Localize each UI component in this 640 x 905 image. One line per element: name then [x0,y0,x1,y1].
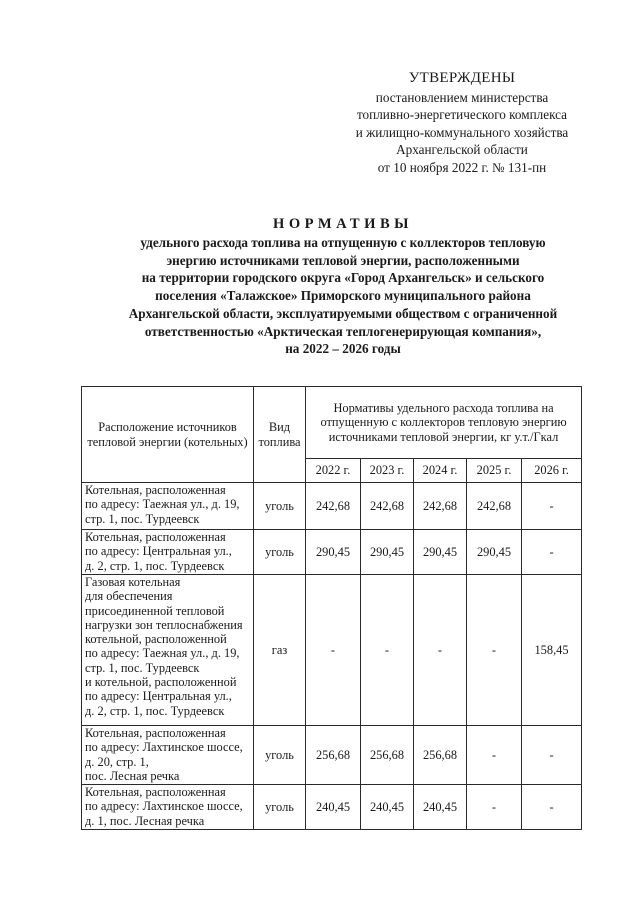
approval-line: и жилищно-коммунального хозяйства [355,124,569,140]
location-line: Котельная, расположенная [85,726,226,740]
approval-heading: УТВЕРЖДЕНЫ [408,70,516,86]
value-cell: - [414,575,467,726]
location-cell [82,483,254,530]
value-cell: - [522,785,582,830]
document-subtitle [60,234,626,358]
approval-line: топливно-энергетического комплекса [356,107,568,123]
value-cell: 240,45 [361,785,414,830]
value-cell: 290,45 [467,530,522,575]
subtitle-line: ответственностью «Арктическая теплогенерирующая компания», [144,323,542,339]
value-cell: 290,45 [414,530,467,575]
location-cell [82,785,254,830]
location-line: д. 2, стр. 1, пос. Турдеевск [85,558,225,573]
value-cell: 242,68 [467,483,522,530]
location-line: присоединенной тепловой [85,603,225,618]
subtitle-line: Архангельской области, эксплуатируемыми обществом с ограниченной [128,305,558,321]
location-line: д. 1, пос. Лесная речка [85,813,205,828]
location-line: для обеспечения [85,589,173,604]
value-cell: 242,68 [361,483,414,530]
value-cell: - [522,483,582,530]
location-line: по адресу: Лахтинское шоссе, [85,799,243,814]
value-cell: - [522,530,582,575]
value-cell: 242,68 [306,483,361,530]
location-line: Газовая котельная [85,575,181,589]
value-cell: 290,45 [306,530,361,575]
fuel-cell: уголь [254,483,306,530]
document-title: НОРМАТИВЫ [272,216,414,232]
location-line: стр. 1, пос. Турдеевск [85,511,200,526]
table-row [82,575,582,726]
table-row [82,785,582,830]
location-line: Котельная, расположенная [85,785,226,799]
location-line: Котельная, расположенная [85,483,226,497]
location-line: стр. 1, пос. Турдеевск [85,660,200,675]
location-cell [82,530,254,575]
location-line: и котельной, расположенной [85,675,237,690]
table-row [82,483,582,530]
fuel-cell: газ [254,575,306,726]
fuel-cell: уголь [254,785,306,830]
fuel-cell: уголь [254,530,306,575]
approval-block [300,70,624,177]
value-cell: 256,68 [306,726,361,785]
value-cell: 256,68 [361,726,414,785]
table-row [82,726,582,785]
value-cell: - [522,726,582,785]
header-year: 2022 г. [306,459,361,483]
location-line: по адресу: Центральная ул., [85,544,232,559]
header-year: 2025 г. [467,459,522,483]
header-norms: Нормативы удельного расхода топлива на отпущенную с коллекторов тепловую энергию источниками тепловой энергии, кг у.т./Гкал [306,387,582,459]
header-year: 2024 г. [414,459,467,483]
location-cell [82,575,254,726]
value-cell: - [467,575,522,726]
fuel-cell: уголь [254,726,306,785]
approval-line: постановлением министерства [375,89,549,105]
location-line: д. 20, стр. 1, [85,754,149,769]
header-year: 2023 г. [361,459,414,483]
value-cell: - [306,575,361,726]
value-cell: 240,45 [306,785,361,830]
subtitle-line: на 2022 – 2026 годы [285,341,401,357]
table-row [82,530,582,575]
location-line: по адресу: Центральная ул., [85,689,232,704]
value-cell: - [467,726,522,785]
norms-table [81,386,582,830]
subtitle-line: удельного расхода топлива на отпущенную с коллекторов тепловую [140,235,546,250]
location-line: по адресу: Лахтинское шоссе, [85,740,243,755]
value-cell: - [467,785,522,830]
value-cell: 158,45 [522,575,582,726]
location-line: нагрузки зон теплоснабжения [85,617,243,632]
location-line: котельной, расположенной [85,632,227,647]
subtitle-line: поселения «Талажское» Приморского муниципального района [155,288,531,304]
approval-line: от 10 ноября 2022 г. № 131-пн [377,159,547,175]
value-cell: - [361,575,414,726]
value-cell: 240,45 [414,785,467,830]
subtitle-line: на территории городского округа «Город Архангельск» и сельского [141,270,545,286]
header-year: 2026 г. [522,459,582,483]
location-line: пос. Лесная речка [85,768,180,783]
location-line: д. 2, стр. 1, пос. Турдеевск [85,703,225,718]
location-cell [82,726,254,785]
header-location: Расположение источников тепловой энергии (котельных) [82,387,254,483]
value-cell: 242,68 [414,483,467,530]
header-fuel: Вид топлива [254,387,306,483]
value-cell: 290,45 [361,530,414,575]
location-line: по адресу: Таежная ул., д. 19, [85,497,240,512]
location-line: по адресу: Таежная ул., д. 19, [85,646,240,661]
subtitle-line: энергию источниками тепловой энергии, расположенными [166,252,520,268]
location-line: Котельная, расположенная [85,530,226,544]
value-cell: 256,68 [414,726,467,785]
approval-line: Архангельской области [396,142,528,158]
